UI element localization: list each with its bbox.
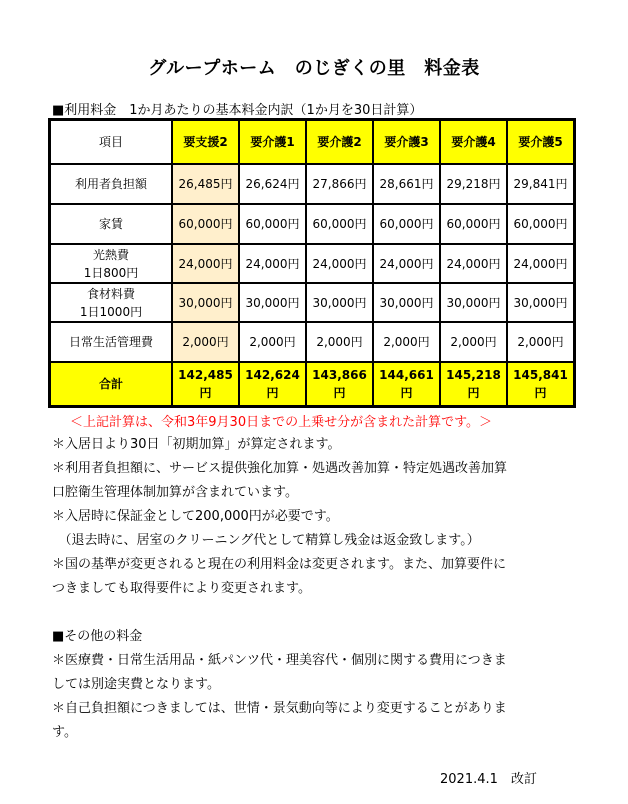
other-fee-line: す。 xyxy=(52,725,77,740)
header-care-level: 要支援2 xyxy=(172,120,239,165)
table-cell: 24,000円 xyxy=(507,244,575,283)
table-cell: 30,000円 xyxy=(507,283,575,322)
other-fee-line: ＊医療費・日常生活用品・紙パンツ代・理美容代・個別に関する費用につきま xyxy=(52,653,507,668)
table-row-utilities xyxy=(50,244,575,283)
table-cell: 26,485円 xyxy=(172,164,239,204)
total-cell: 142,485円 xyxy=(172,362,239,407)
table-cell: 30,000円 xyxy=(440,283,507,322)
table-cell: 24,000円 xyxy=(373,244,440,283)
row-label: 家賃 xyxy=(50,204,173,244)
table-cell: 26,624円 xyxy=(239,164,306,204)
row-label: 利用者負担額 xyxy=(50,164,173,204)
table-row-user-burden xyxy=(50,164,575,204)
table-cell: 2,000円 xyxy=(373,322,440,362)
note-line: ＊国の基準が変更されると現在の利用料金は変更されます。また、加算要件に xyxy=(52,557,506,572)
revision-date: 2021.4.1 改訂 xyxy=(440,772,537,787)
header-care-level: 要介護3 xyxy=(373,120,440,165)
row-label: 日常生活管理費 xyxy=(50,322,173,362)
table-cell: 2,000円 xyxy=(440,322,507,362)
table-cell: 30,000円 xyxy=(239,283,306,322)
table-cell: 60,000円 xyxy=(306,204,373,244)
table-cell: 30,000円 xyxy=(172,283,239,322)
row-label xyxy=(50,283,173,322)
total-cell: 142,624円 xyxy=(239,362,306,407)
table-cell: 60,000円 xyxy=(440,204,507,244)
spacer xyxy=(52,601,592,625)
table-header-row xyxy=(50,120,575,165)
note-line: （退去時に、居室のクリーニング代として精算し残金は返金致します。） xyxy=(52,533,480,548)
note-line: 口腔衛生管理体制加算が含まれています。 xyxy=(52,485,298,500)
table-cell: 60,000円 xyxy=(373,204,440,244)
table-cell: 24,000円 xyxy=(440,244,507,283)
table-row-food xyxy=(50,283,575,322)
table-cell: 2,000円 xyxy=(507,322,575,362)
header-care-level: 要介護1 xyxy=(239,120,306,165)
table-row-daily-management xyxy=(50,322,575,362)
total-label: 合計 xyxy=(50,362,173,407)
table-cell: 60,000円 xyxy=(239,204,306,244)
row-label xyxy=(50,244,173,283)
table-cell: 30,000円 xyxy=(306,283,373,322)
row-label-line: 光熱費 xyxy=(92,247,129,262)
other-fee-line: しては別途実費となります。 xyxy=(52,677,220,692)
table-cell: 28,661円 xyxy=(373,164,440,204)
note-line: つきましても取得要件により変更されます。 xyxy=(52,581,311,596)
total-cell: 144,661円 xyxy=(373,362,440,407)
table-cell: 24,000円 xyxy=(172,244,239,283)
notes-block xyxy=(52,433,592,745)
table-cell: 24,000円 xyxy=(306,244,373,283)
other-fee-line: ＊自己負担額につきましては、世情・景気動向等により変更することがありま xyxy=(52,701,507,716)
total-cell: 143,866円 xyxy=(306,362,373,407)
table-cell: 60,000円 xyxy=(172,204,239,244)
table-row-rent xyxy=(50,204,575,244)
header-care-level: 要介護5 xyxy=(507,120,575,165)
section-heading-basic-fees: ■利用料金 1か月あたりの基本料金内訳（1か月を30日計算） xyxy=(52,103,423,118)
header-care-level: 要介護4 xyxy=(440,120,507,165)
calculation-note: ＜上記計算は、令和3年9月30日までの上乗せ分が含まれた計算です。＞ xyxy=(70,415,493,430)
header-care-level: 要介護2 xyxy=(306,120,373,165)
section-heading-other-fees: ■その他の料金 xyxy=(52,629,143,644)
total-cell: 145,841円 xyxy=(507,362,575,407)
table-cell: 30,000円 xyxy=(373,283,440,322)
header-label: 項目 xyxy=(50,120,173,165)
table-cell: 29,841円 xyxy=(507,164,575,204)
table-cell: 24,000円 xyxy=(239,244,306,283)
table-cell: 60,000円 xyxy=(507,204,575,244)
row-label-line: 食材料費 xyxy=(86,286,135,301)
table-cell: 29,218円 xyxy=(440,164,507,204)
table-row-total xyxy=(50,362,575,407)
table-cell: 2,000円 xyxy=(172,322,239,362)
row-label-line: 1日1000円 xyxy=(79,304,143,319)
table-cell: 2,000円 xyxy=(239,322,306,362)
row-label-line: 1日800円 xyxy=(83,265,139,280)
table-cell: 2,000円 xyxy=(306,322,373,362)
fee-table xyxy=(48,118,576,408)
note-line: ＊入居時に保証金として200,000円が必要です。 xyxy=(52,509,339,524)
page-title: グループホーム のじぎくの里 料金表 xyxy=(148,58,480,79)
note-line: ＊入居日より30日「初期加算」が算定されます。 xyxy=(52,437,341,452)
table-cell: 27,866円 xyxy=(306,164,373,204)
note-line: ＊利用者負担額に、サービス提供強化加算・処遇改善加算・特定処遇改善加算 xyxy=(52,461,508,476)
total-cell: 145,218円 xyxy=(440,362,507,407)
